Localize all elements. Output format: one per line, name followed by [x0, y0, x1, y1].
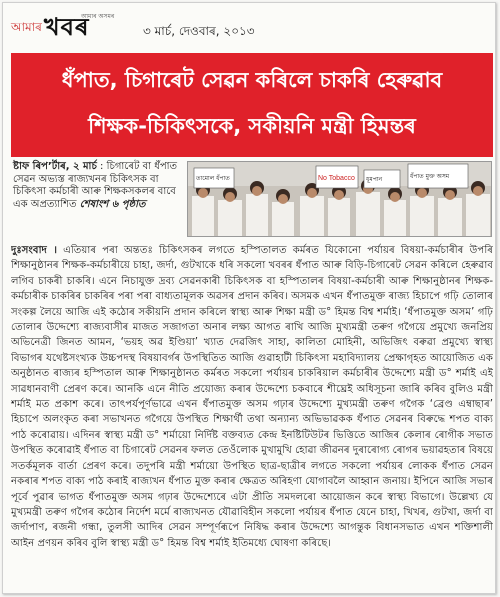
byline: ষ্টাফ ৰিপ’ৰ্টাৰ, ২ মাৰ্চ: [13, 161, 97, 172]
headline-line-2: শিক্ষক-চিকিৎসকে, সকীয়নি মন্ত্ৰী হিমন্তৰ: [88, 114, 416, 138]
dateline: ৩ মাৰ্চ, দেওবাৰ, ২০১৩: [143, 24, 255, 38]
article-body: [11, 243, 493, 591]
headline-banner: [11, 53, 493, 157]
headline-line-1: ধঁপাত, চিগাৰেট সেৱন কৰিলে চাকৰি হেৰুৱাব: [61, 68, 443, 92]
placard-text-4: ধঁপাত মুক্ত অসম: [410, 173, 450, 180]
rally-photo: [187, 161, 492, 237]
newspaper-clipping: [2, 2, 496, 594]
placard-text-3: ধূমপান: [366, 176, 383, 183]
intro-text: : চিগাৰেট বা ধঁপাত সেৱন অভ্যস্ত ৰাজ্যখনৰ চিকিৎসক বা চিকিৎসা কৰ্মচাৰী আৰু শিক্ষকসকলৰ বাবে এক অপ্ৰত্যাশিত: [13, 161, 178, 210]
article-text: এতিয়াৰ পৰা অন্ততঃ চিকিৎসকৰ লগতে হস্পিতালত কৰ্মৰত যিকোনো পৰ্যায়ৰ বিষয়া-কৰ্মচাৰীৰ উপৰি শিক্ষানুষ্ঠানৰ শিক্ষক-কৰ্মচাৰীয়ে চাহা, জৰ্দা, গুটখাকে ধৰি সকলো খবৰৰ ধঁপাত আৰু বিড়ি-চিগাৰেট সেৱন কৰিলে হেৰুৱাব লগিব চাকৰী চাকৰি। এনে নিচাযুক্ত দ্ৰব্য সেৱনকাৰী চিকিৎসক বা হস্পিতালৰ বিষয়া-কৰ্মচাৰী আৰু শিক্ষানুষ্ঠানৰ শিক্ষক-কৰ্মচাৰীক চাকৰিৰ চাকৰিৰ পৰা পৰা বাধ্যতামূলক অৱসৰ প্ৰদান কৰিব। অসমক এখন ধঁপাতমুক্ত ৰাজ্য হিচাপে গঢ়ি তোলাৰ সংকল্প লৈয়ে আজি এই কঠোৰ সকীয়নি প্ৰদান কৰিলে স্বাস্থ্য আৰু শিক্ষা মন্ত্ৰী ড° হিমন্ত বিশ্ব শৰ্মাই। ‘ধঁপাতমুক্ত অসম’ গঢ়ি তোলাৰ উদ্দেশ্যে ৰাজ্যবাসীৰ মাজত সজাগতা অনাৰ লক্ষ্য আগত ৰাখি আজি মুখ্যমন্ত্ৰী তৰুণ গগৈয়ে প্ৰমুখ্যে জনপ্ৰিয় অভিনেত্ৰী জিনত আমন, ‘ভয়হ অৱ ইণ্ডিয়া’ খ্যাত দেৱজিৎ সাহা, কালিতা মোহিনী, অভিজিৎ বৰুৱা প্ৰমুখ্যে স্বাস্থ্য বিভাগৰ যথেষ্টসংখ্যক উচ্চপদস্থ বিষয়াবৰ্গৰ উপস্থিতিত আজি গুৱাহাটী চিকিৎসা মহাবিদ্যালয় প্ৰেক্ষাগৃহত আয়োজিত এক অনুষ্ঠানত ৰাজ্যৰ হস্পিতাল আৰু শিক্ষানুষ্ঠানত কৰ্মৰত সকলো পৰ্যায়ৰ চাকৰিয়াল কৰ্মচাৰীৰ উদ্দেশ্যে মন্ত্ৰী ড° শৰ্মাই এই সাৱধানবাণী প্ৰেৰণ কৰে। আনকি এনে নীতি প্ৰয়োজ্য কৰাৰ উদ্দেশ্যে চকবাৰে শীঘ্ৰেই অধিসূচনা জাৰি কৰিব বুলিও মন্ত্ৰী শৰ্মাই মত প্ৰকাশ কৰে। তাৎপৰ্যপূৰ্ণভাৱে এখন ধঁপাতমুক্ত অসম গঢ়াৰ উদ্দেশ্যে মুখ্যমন্ত্ৰী তৰুণ গগৈক ‘ব্ৰেণ্ড এম্বাছাৰ’ হিচাপে অলংকৃত কৰা সভাখনত গগৈয়ে উপস্থিত শিক্ষাৰ্থী তথা অন্যান্য অভিভাৱকক ধঁপাত সেৱনৰ বিৰুদ্ধে শপত বাক্য পাঠ কৰোৱায়। এদিনৰ স্বাস্থ্য মন্ত্ৰী ড° শৰ্মায়ো নিৰ্দিষ্ট বক্তব্যত কেন্দ্ৰ ইনষ্টিটিউটৰ ভিত্তিতে আজিৰ কেলাৰ ৰোগীক সভাত উপস্থিত কৰোৱাই ধঁপাত বা চিগাৰেট সেৱনৰ ফলত তেওঁলোক মুখামুখি হোৱা জীৱনৰ দুৰাৰোগ্য ৰোগৰ ভয়াৱহতাৰ বিষয়ে সতৰ্কমূলক বাৰ্তা প্ৰেৰণ কৰে। তদুপৰি মন্ত্ৰী শৰ্মায়ো উপস্থিত ছাত্ৰ-ছাত্ৰীৰ লগতে সকলো পৰ্যায়ৰ লোকক ধঁপাত সেৱন নকৰাৰ শপত বাক্য পাঠ কৰাই ৰাজ্যখন ধঁপাত মুক্ত কৰাৰ ক্ষেত্ৰত অৰিহণা যোগাবলৈ আহ্বান জনায়। ইপিনে আজি সভাৰ পূৰ্বে পুৱাৰ ভাগত ধঁপাতমুক্ত অসম গঢ়াৰ উদ্দেশ্যেৰে এটা প্ৰীতি সমদলৰো আয়োজন কৰে স্বাস্থ্য বিভাগে। উল্লেখ্য যে মুখ্যমন্ত্ৰী তৰুণ গগৈৰ কঠোৰ নিৰ্দেশ মৰ্মে ৰাজ্যখনত যৌৱাবিহীন সকলো পৰ্যায়ৰ ধঁপাত যেনে চাহা, খিখৰ, গুটখা, জৰ্দা বা জৰ্দাপাণ, ৰজনী গন্ধা, তুলসী আদিৰ সেৱন সম্পূৰ্ণৰূপে নিষিদ্ধ কৰাৰ উদ্দেশ্যে আগন্তুক বিধানসভাত এখন শক্তিশালী আইন প্ৰণয়ন কৰিব বুলি স্বাস্থ্য মন্ত্ৰী ড° হিমন্ত বিশ্ব শৰ্মাই ইতিমধ্যে ঘোষণা কৰিছে।: [11, 245, 493, 549]
continued-note: শেষাংশ ৬ পৃষ্ঠাত: [79, 198, 146, 210]
masthead: [11, 11, 491, 49]
intro-block: [13, 161, 185, 237]
logo-tagline: আমাৰ অসমৰ: [81, 13, 115, 20]
article-paragraph: [11, 243, 493, 551]
placard-text-1: No Tobacco: [318, 175, 355, 182]
placard-text-2: তামোল ধঁপাত: [196, 175, 230, 182]
logo-prefix: আমাৰ: [11, 20, 42, 34]
rally-photo-illustration: [188, 162, 492, 237]
logo-title: খবৰ: [43, 13, 90, 41]
article-lead: দুঃসংবাদ ।: [11, 245, 57, 256]
newspaper-logo: [11, 11, 90, 47]
